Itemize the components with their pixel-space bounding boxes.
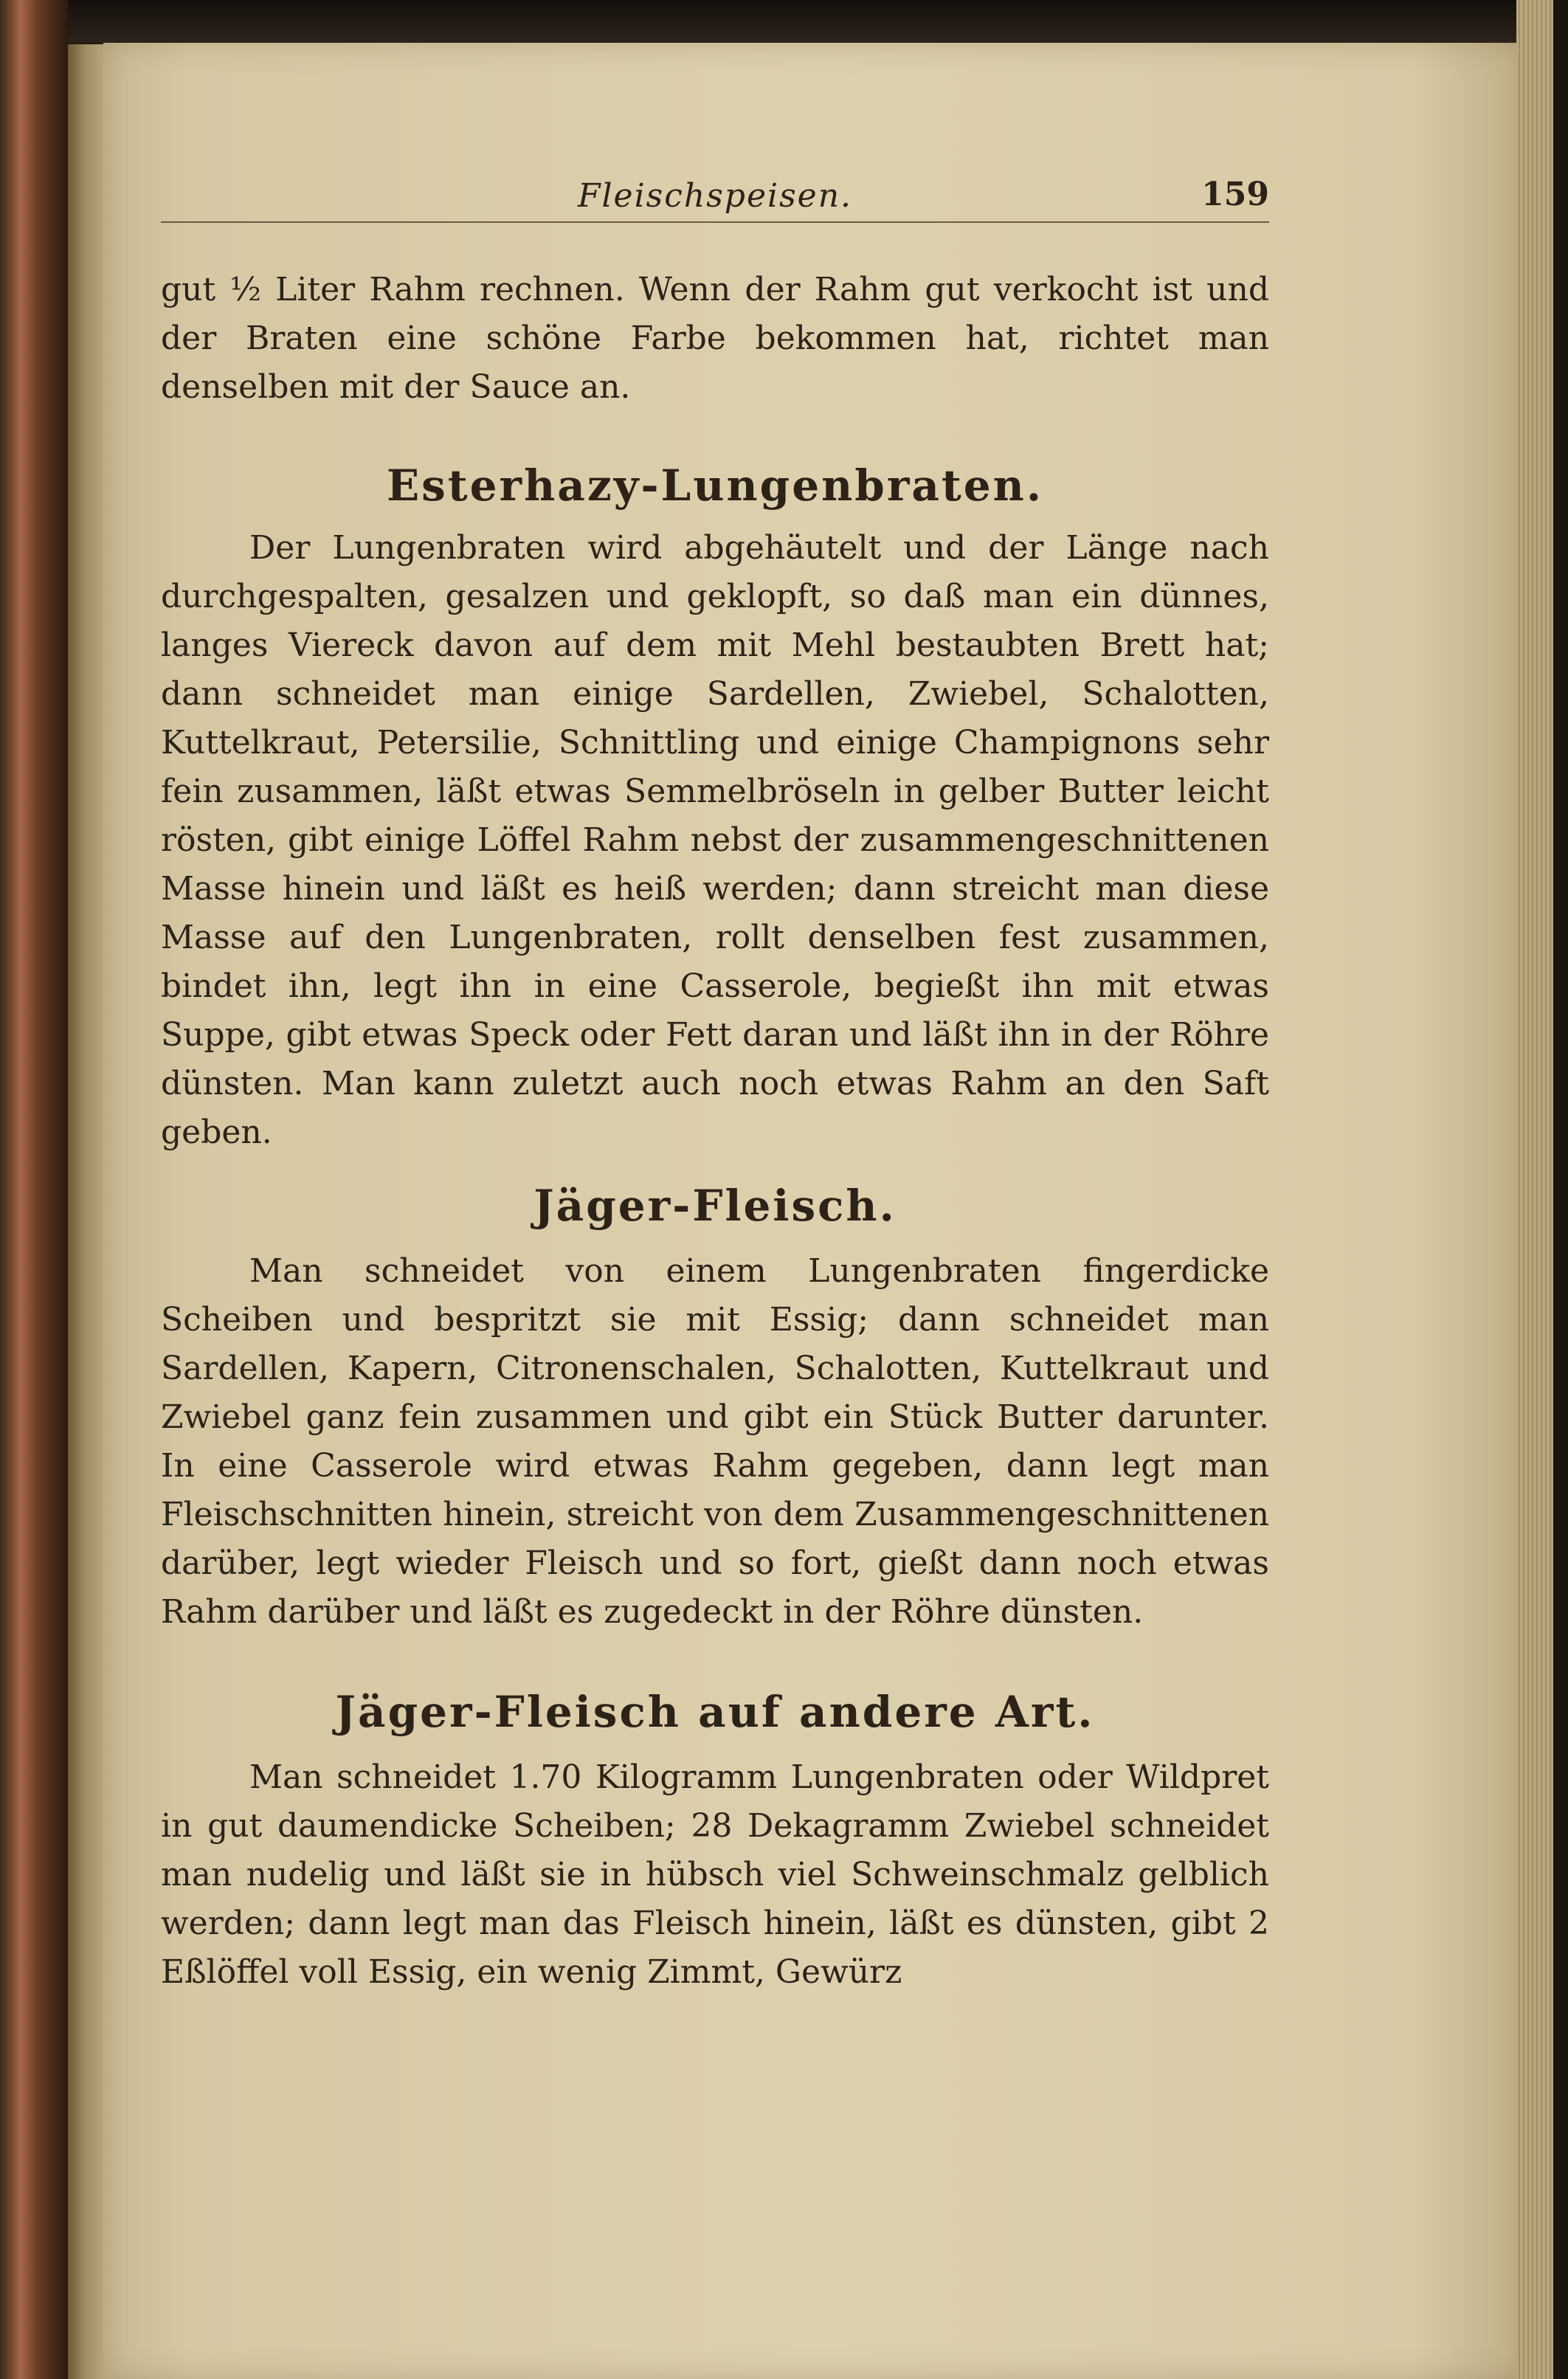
book-cover-edge: [0, 0, 68, 2379]
section-title-jaeger-fleisch-andere-art: Jäger-Fleisch auf andere Art.: [335, 1687, 1095, 1737]
page-number: 159: [1201, 176, 1269, 213]
section-text-jaeger-fleisch: Man schneidet von einem Lungenbraten fingerdicke Scheiben und bespritzt sie mit Essig; dann schneidet man Sardellen, Kapern, Citronenschalen, Schalotten, Kuttelkraut und Zwiebel ganz fein zusammen und gibt ein Stück Butter darunter. In eine Casserole wird etwas Rahm gegeben, dann legt man Fleischschnitten hinein, streicht von dem Zusammengeschnittenen darüber, legt wieder Fleisch und so fort, gießt dann noch etwas Rahm darüber und läßt es zugedeckt in der Röhre dünsten.: [161, 1252, 1269, 1631]
page-edges: [1516, 0, 1568, 2379]
section-title-jaeger-fleisch: Jäger-Fleisch.: [533, 1181, 897, 1231]
running-header: [161, 170, 1269, 223]
running-title: Fleischspeisen.: [577, 177, 853, 215]
section-text-jaeger-fleisch-andere-art: Man schneidet 1.70 Kilogramm Lungenbraten oder Wildpret in gut daumendicke Scheiben; 28 Dekagramm Zwiebel schneidet man nudelig und läßt sie in hübsch viel Schweinschmalz gelblich werden; dann legt man das Fleisch hinein, läßt es dünsten, gibt 2 Eßlöffel voll Essig, ein wenig Zimmt, Gewürz: [161, 1758, 1269, 1991]
scan-background: [0, 0, 1568, 43]
section-title-esterhazy: Esterhazy-Lungenbraten.: [386, 460, 1044, 511]
page-content: [161, 170, 1269, 1997]
continued-paragraph: gut ½ Liter Rahm rechnen. Wenn der Rahm gut verkocht ist und der Braten eine schöne Farbe bekommen hat, richtet man denselben mit der Sauce an.: [161, 271, 1269, 406]
section-text-esterhazy: Der Lungenbraten wird abgehäutelt und der Länge nach durchgespalten, gesalzen und geklopft, so daß man ein dünnes, langes Viereck davon auf dem mit Mehl bestaubten Brett hat; dann schneidet man einige Sardellen, Zwiebel, Schalotten, Kuttelkraut, Petersilie, Schnittling und einige Champignons sehr fein zusammen, läßt etwas Semmelbröseln in gelber Butter leicht rösten, gibt einige Löffel Rahm nebst der zusammengeschnittenen Masse hinein und läßt es heiß werden; dann streicht man diese Masse auf den Lungenbraten, rollt denselben fest zusammen, bindet ihn, legt ihn in eine Casserole, begießt ihn mit etwas Suppe, gibt etwas Speck oder Fett daran und läßt ihn in der Röhre dünsten. Man kann zuletzt auch noch etwas Rahm an den Saft geben.: [161, 529, 1269, 1151]
